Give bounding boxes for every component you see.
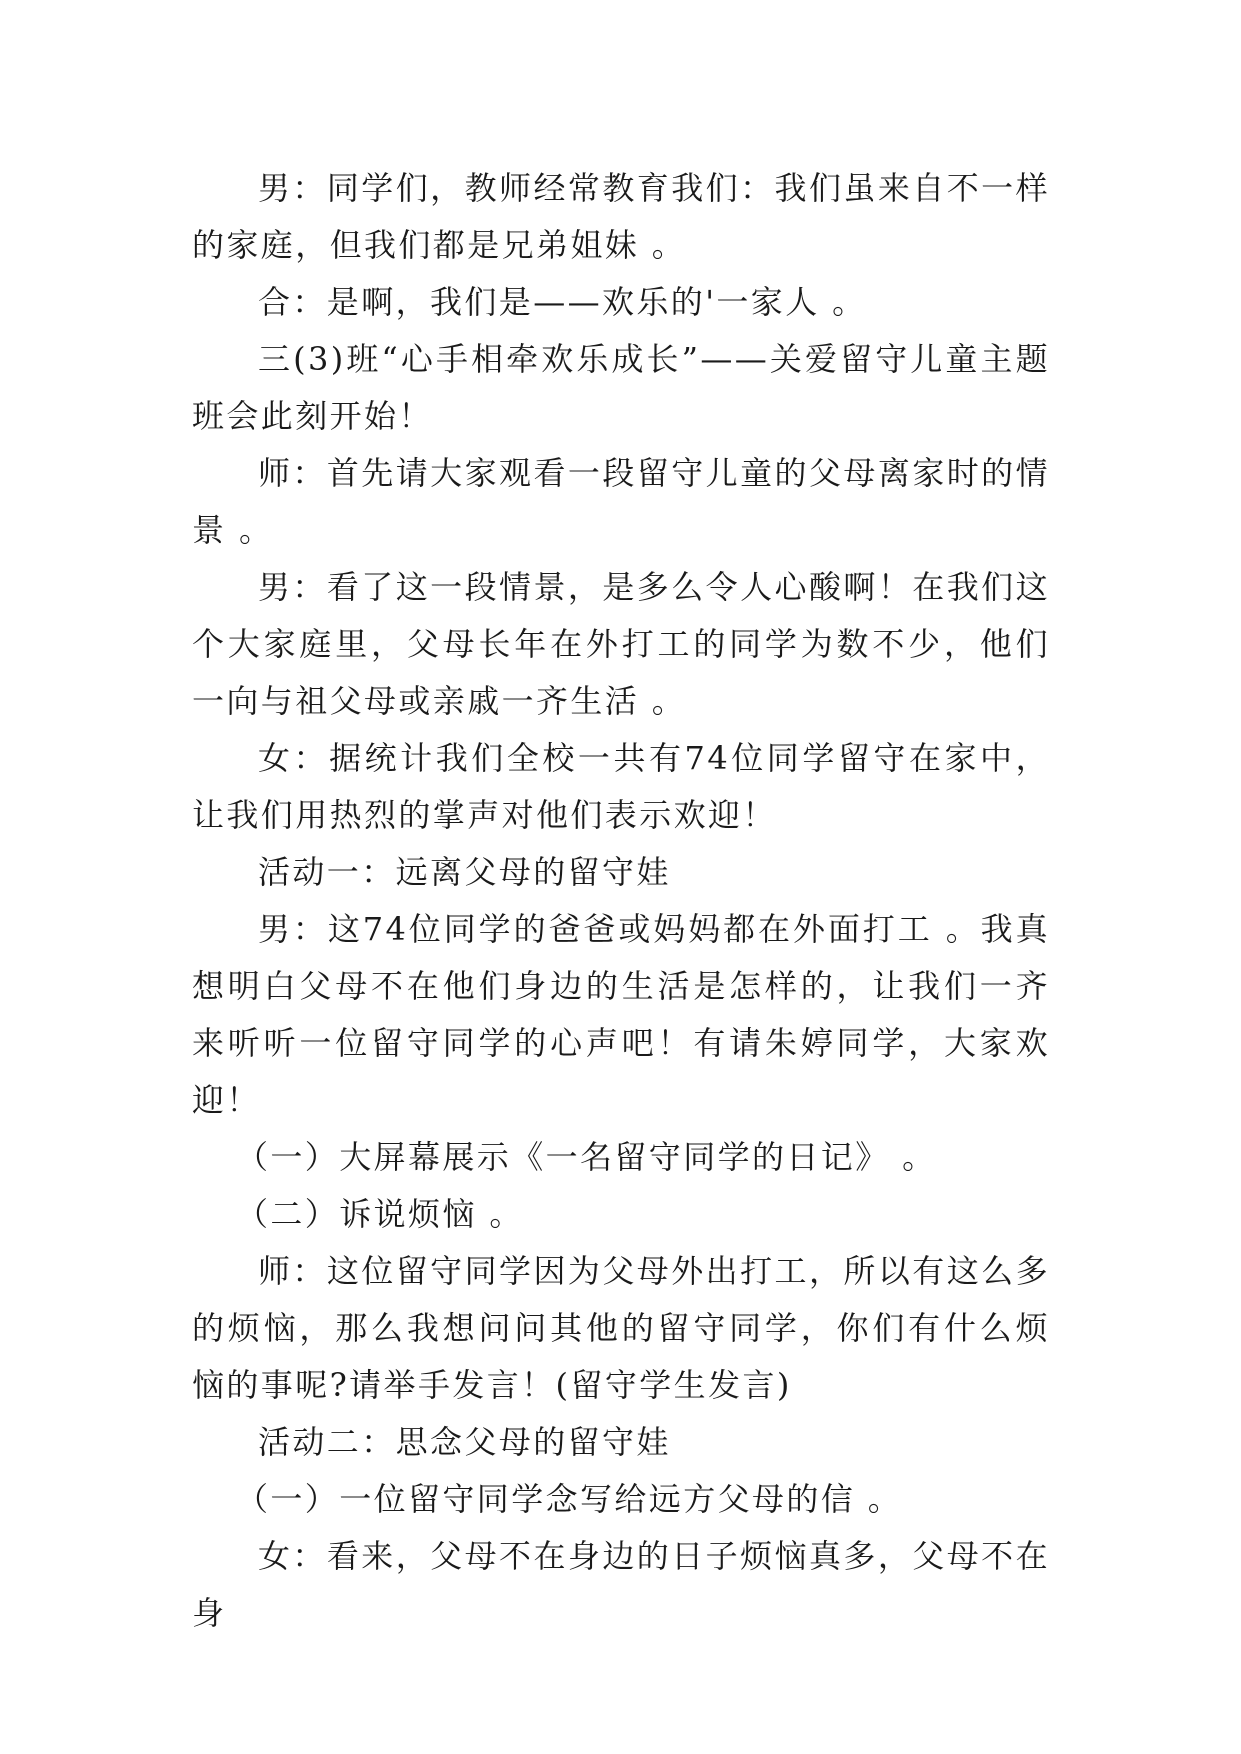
paragraph-3: 三(3)班“心手相牵欢乐成长”——关爱留守儿童主题班会此刻开始！ bbox=[192, 340, 1050, 435]
paragraph-8: 男：这74位同学的爸爸或妈妈都在外面打工 。我真想明白父母不在他们身边的生活是怎样的，让我们一齐来听听一位留守同学的心声吧！有请朱婷同学，大家欢迎！ bbox=[192, 910, 1050, 1119]
paragraph-11: 师：这位留守同学因为父母外出打工，所以有这么多的烦恼，那么我想问问其他的留守同学，你们有什么烦恼的事呢?请举手发言！(留守学生发言) bbox=[192, 1252, 1050, 1404]
list-item-1: （一）大屏幕展示《一名留守同学的日记》 。 bbox=[236, 1138, 937, 1176]
heading-activity-2: 活动二：思念父母的留守娃 bbox=[258, 1423, 671, 1461]
list-item-2: （二）诉说烦恼 。 bbox=[236, 1195, 524, 1233]
paragraph-14: 女：看来，父母不在身边的日子烦恼真多，父母不在身 bbox=[192, 1537, 1050, 1632]
heading-activity-1: 活动一：远离父母的留守娃 bbox=[258, 853, 671, 891]
paragraph-4: 师：首先请大家观看一段留守儿童的父母离家时的情景 。 bbox=[192, 454, 1050, 549]
document-page bbox=[192, 160, 1050, 1642]
paragraph-1: 男：同学们，教师经常教育我们：我们虽来自不一样的家庭，但我们都是兄弟姐妹 。 bbox=[192, 169, 1050, 264]
list-item-3: （一）一位留守同学念写给远方父母的信 。 bbox=[236, 1480, 903, 1518]
paragraph-2: 合：是啊，我们是——欢乐的'一家人 。 bbox=[258, 283, 867, 321]
paragraph-6: 女：据统计我们全校一共有74位同学留守在家中，让我们用热烈的掌声对他们表示欢迎！ bbox=[192, 739, 1050, 834]
paragraph-5: 男：看了这一段情景，是多么令人心酸啊！在我们这个大家庭里，父母长年在外打工的同学为数不少，他们一向与祖父母或亲戚一齐生活 。 bbox=[192, 568, 1050, 720]
